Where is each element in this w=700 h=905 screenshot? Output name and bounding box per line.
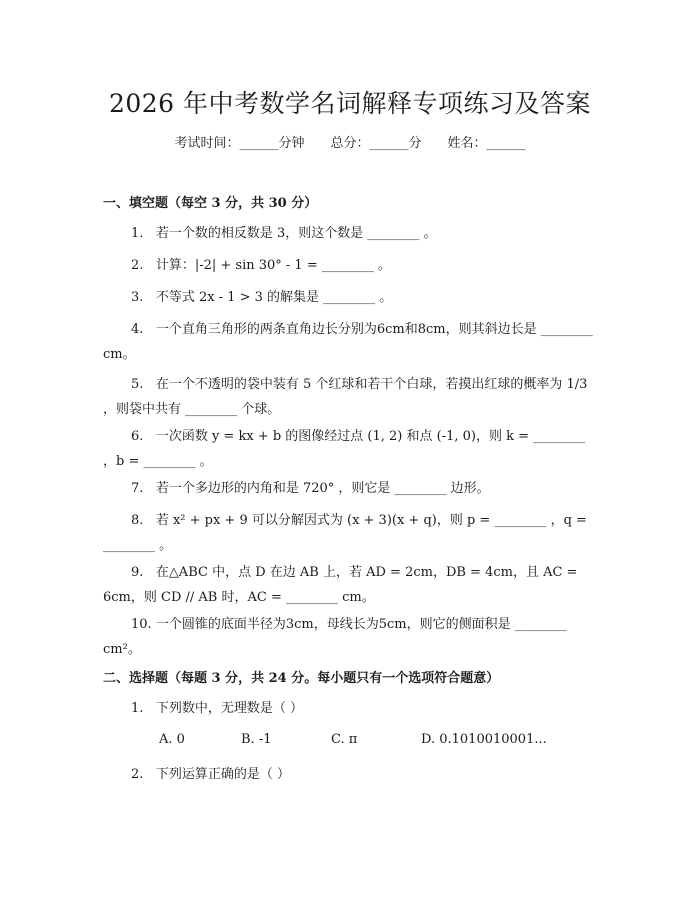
choice-option-d[interactable]: D. 0.1010010001... [421,732,547,747]
question-number: 3. [131,290,144,305]
question-number: 6. [131,429,144,444]
choice-option-b[interactable]: B. -1 [241,732,272,747]
question-item [103,372,593,422]
question-number: 9. [131,565,144,580]
question-item [103,285,593,310]
question-text: 在一个不透明的袋中装有 5 个红球和若干个白球，若摸出红球的概率为 1/3 ，则袋中共有 ________ 个球。 [103,377,588,417]
exam-score: 总分：______分 [330,136,422,151]
question-item [103,317,593,367]
question-item [103,560,593,610]
question-text: 不等式 2x - 1 > 3 的解集是 ________ 。 [155,290,393,305]
choice-option-c[interactable]: C. π [331,732,358,747]
question-text: 若 x² + px + 9 可以分解因式为 (x + 3)(x + q)，则 p = ________ ，q = ________ 。 [103,513,587,553]
question-text: 一次函数 y = kx + b 的图像经过点 (1, 2) 和点 (-1, 0)，则 k = ________ ，b = ________ 。 [103,429,586,469]
choice-option-a[interactable]: A. 0 [159,732,185,747]
question-text: 计算：|-2| + sin 30° - 1 = ________ 。 [155,258,391,273]
question-number: 8. [131,513,144,528]
question-number: 10. [131,617,152,632]
question-number: 7. [131,481,144,496]
exam-meta [0,132,700,151]
question-item [103,508,593,558]
question-text: 一个圆锥的底面半径为3cm，母线长为5cm，则它的侧面积是 ________ cm²。 [103,617,567,657]
page-title: 2026 年中考数学名词解释专项练习及答案 [108,89,592,118]
question-item [103,424,593,474]
section-heading-choice: 二、选择题（每题 3 分，共 24 分。每小题只有一个选项符合题意） [103,671,500,686]
question-number: 4. [131,322,144,337]
question-text: 下列数中，无理数是（ ） [155,701,303,716]
question-item [103,696,593,721]
question-item [103,762,593,787]
question-number: 5. [131,377,144,392]
question-text: 在△ABC 中，点 D 在边 AB 上，若 AD = 2cm，DB = 4cm，且 AC = 6cm，则 CD // AB 时，AC = ________ cm。 [103,565,578,605]
exam-name: 姓名：______ [447,136,526,151]
section-heading-fill-blank: 一、填空题（每空 3 分，共 30 分） [103,196,318,211]
question-text: 下列运算正确的是（ ） [155,767,290,782]
question-item [103,221,593,246]
question-item [103,476,593,501]
exam-time: 考试时间：______分钟 [174,136,305,151]
question-text: 若一个多边形的内角和是 720° ，则它是 ________ 边形。 [155,481,490,496]
question-text: 若一个数的相反数是 3，则这个数是 ________ 。 [155,226,437,241]
question-number: 1. [131,701,144,716]
question-number: 1. [131,226,144,241]
question-item [103,612,593,662]
choice-options [159,732,547,747]
question-text: 一个直角三角形的两条直角边长分别为6cm和8cm，则其斜边长是 ________ cm。 [103,322,593,362]
question-item [103,253,593,278]
question-number: 2. [131,258,144,273]
question-number: 2. [131,767,144,782]
